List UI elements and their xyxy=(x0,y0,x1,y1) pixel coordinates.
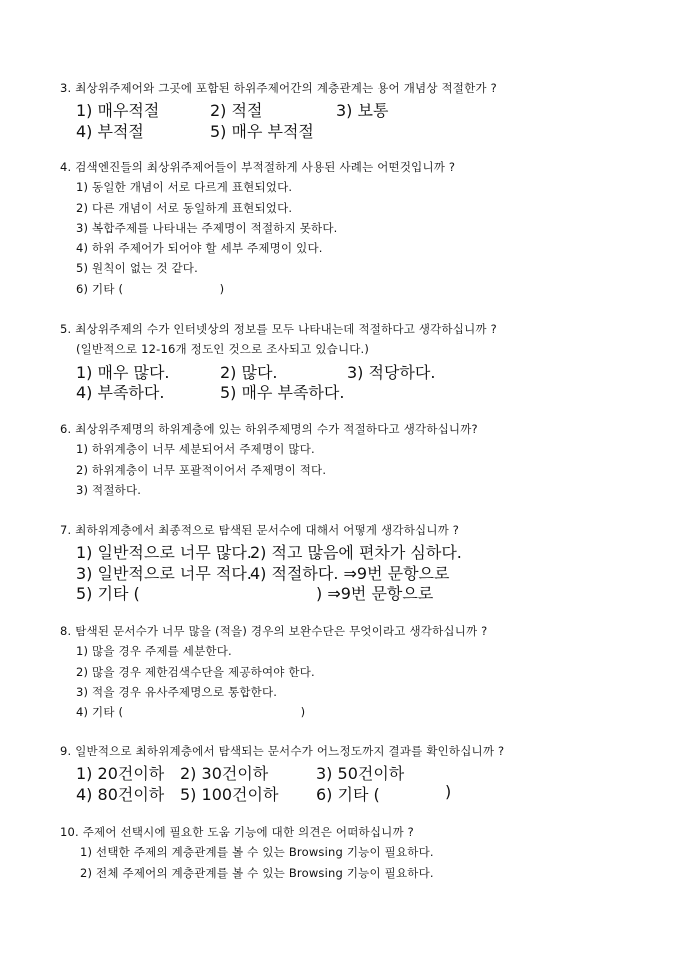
question-title: 7. 최하위계층에서 최종적으로 탐색된 문서수에 대해서 어떻게 생각하십니까 ? xyxy=(60,523,460,537)
option: 1) 매우적절 xyxy=(76,101,160,121)
option: 3) 50건이하 xyxy=(316,764,405,784)
question-title: 8. 탐색된 문서수가 너무 많을 (적을) 경우의 보완수단은 무엇이라고 생각하십니까 ? xyxy=(60,624,488,638)
question-title: 10. 주제어 선택시에 필요한 도움 기능에 대한 의견은 어떠하십니까 ? xyxy=(60,825,414,839)
option-row xyxy=(60,782,660,802)
question-3 xyxy=(60,78,660,139)
option: ) ⇒9번 문항으로 xyxy=(316,583,434,603)
option: 1) 매우 많다. xyxy=(76,362,170,382)
option: 5) 원칙이 없는 것 같다. xyxy=(76,261,198,276)
option: 3) 적당하다. xyxy=(347,362,436,382)
option: 5) 100건이하 xyxy=(180,784,279,804)
option: 4) 부족하다. xyxy=(76,382,165,402)
option: 1) 하위계층이 너무 세분되어서 주제명이 많다. xyxy=(76,442,315,457)
option-row xyxy=(60,761,660,784)
option: 4) 하위 주제어가 되어야 할 세부 주제명이 있다. xyxy=(76,241,323,256)
option: 2) 하위계층이 너무 포괄적이어서 주제명이 적다. xyxy=(76,462,327,477)
option: 4) 적절하다. ⇒9번 문항으로 xyxy=(250,563,450,583)
option: 4) 기타 ( ) xyxy=(76,705,306,720)
option: 3) 일반적으로 너무 적다. xyxy=(76,563,252,583)
question-title: 6. 최상위주제명의 하위계층에 있는 하위주제명의 수가 적절하다고 생각하십니까? xyxy=(60,422,478,436)
question-5 xyxy=(60,319,660,400)
option: 2) 많을 경우 제한검색수단을 제공하여야 한다. xyxy=(76,664,315,679)
option: 4) 부적절 xyxy=(76,121,144,141)
option: 1) 일반적으로 너무 많다. xyxy=(76,543,252,563)
option: 5) 기타 ( xyxy=(76,583,140,603)
option: 1) 20건이하 xyxy=(76,764,165,784)
option: 4) 80건이하 xyxy=(76,784,165,804)
question-title: 3. 최상위주제어와 그곳에 포함된 하위주제어간의 계층관계는 용어 개념상 적절한가 ? xyxy=(60,81,497,95)
option: 2) 많다. xyxy=(220,362,278,382)
option: ) xyxy=(445,781,452,801)
option: 6) 기타 ( ) xyxy=(76,281,225,296)
option: 2) 적고 많음에 편차가 심하다. xyxy=(250,543,462,563)
question-title: 4. 검색엔진들의 최상위주제어들이 부적절하게 사용된 사례는 어떤것입니까 ? xyxy=(60,160,456,174)
option: 6) 기타 ( xyxy=(316,784,380,804)
option: 5) 매우 부적절 xyxy=(210,121,314,141)
question-9 xyxy=(60,741,660,802)
option: 2) 적절 xyxy=(210,101,263,121)
option: 2) 다른 개념이 서로 동일하게 표현되었다. xyxy=(76,200,293,215)
option-row xyxy=(60,119,660,139)
option: 2) 전체 주제어의 계층관계를 볼 수 있는 Browsing 기능이 필요하다. xyxy=(80,865,434,880)
question-7 xyxy=(60,520,660,601)
question-title: 9. 일반적으로 최하위계층에서 탐색되는 문서수가 어느정도까지 결과를 확인하십니까 ? xyxy=(60,744,505,758)
option-row xyxy=(60,540,660,563)
option: 1) 선택한 주제의 계층관계를 볼 수 있는 Browsing 기능이 필요하다. xyxy=(80,845,434,860)
option: 3) 보통 xyxy=(336,101,389,121)
option: 5) 매우 부족하다. xyxy=(220,382,345,402)
option-row xyxy=(60,380,660,400)
option-row xyxy=(60,561,660,581)
question-note: (일반적으로 12-16개 정도인 것으로 조사되고 있습니다.) xyxy=(76,342,370,357)
option-row xyxy=(60,360,660,380)
option: 3) 적을 경우 유사주제명으로 통합한다. xyxy=(76,684,278,699)
option: 1) 많을 경우 주제를 세분한다. xyxy=(76,644,232,659)
question-8 xyxy=(60,621,660,722)
question-title: 5. 최상위주제의 수가 인터넷상의 정보를 모두 나타내는데 적절하다고 생각하십니까 ? xyxy=(60,322,497,336)
option: 3) 복합주제를 나타내는 주제명이 적절하지 못하다. xyxy=(76,220,338,235)
option-row xyxy=(60,581,660,601)
option: 3) 적절하다. xyxy=(76,482,142,497)
question-6 xyxy=(60,419,660,500)
question-4 xyxy=(60,157,660,299)
question-10 xyxy=(60,822,660,883)
option: 1) 동일한 개념이 서로 다르게 표현되었다. xyxy=(76,180,293,195)
option-row xyxy=(60,98,660,121)
option: 2) 30건이하 xyxy=(180,764,269,784)
